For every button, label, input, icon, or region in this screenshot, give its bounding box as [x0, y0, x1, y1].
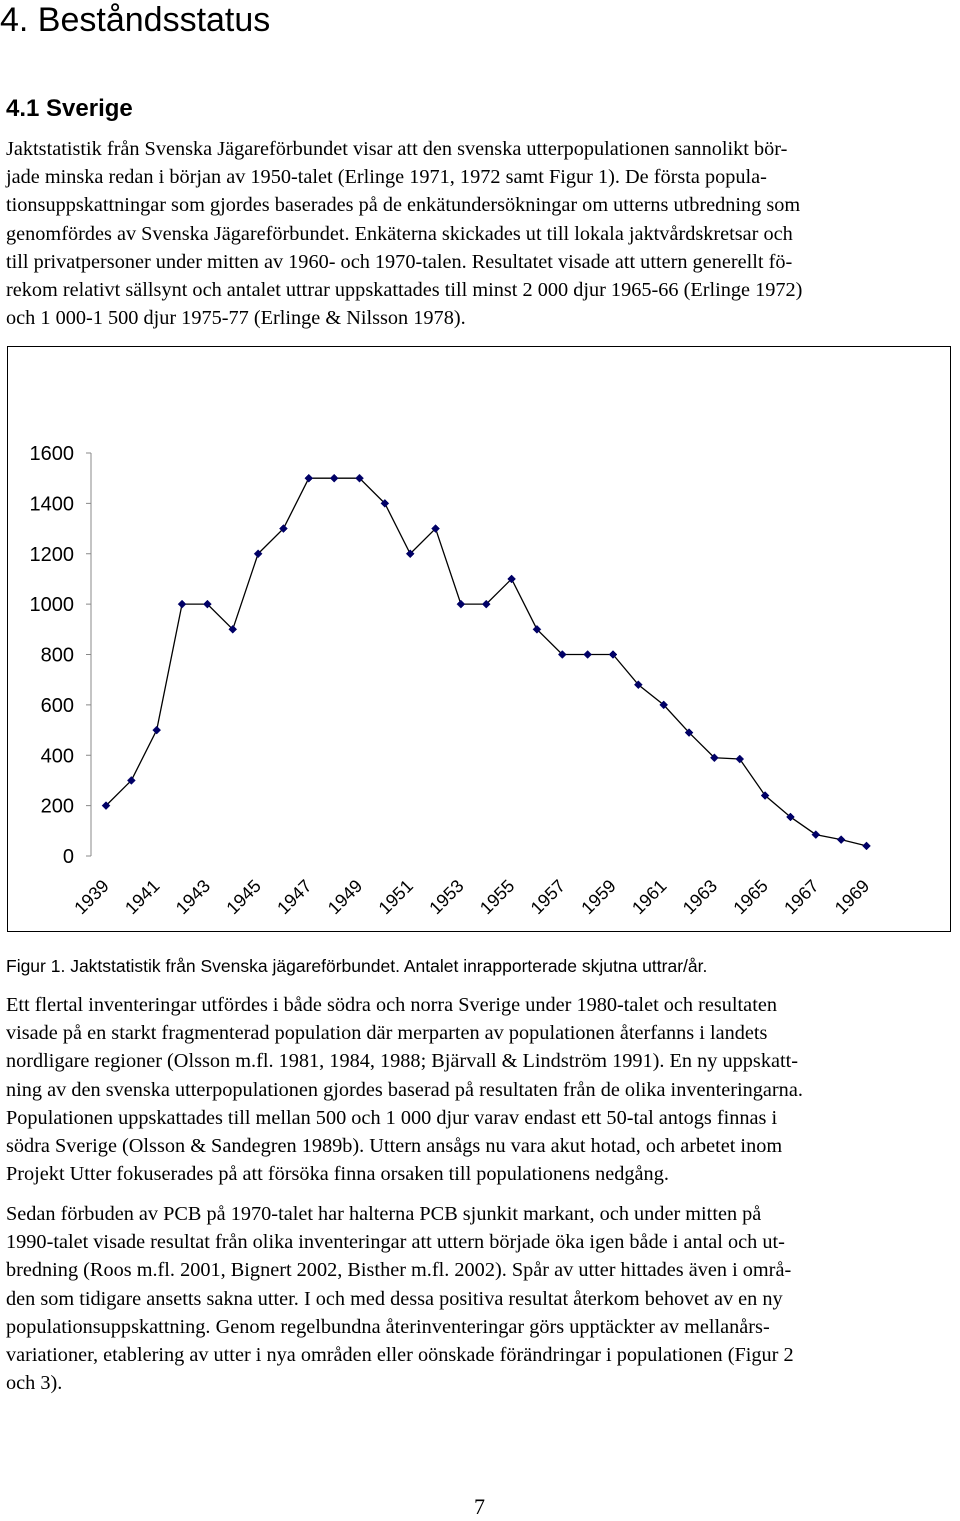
x-tick-label: 1967 [780, 875, 823, 919]
page-number: 7 [474, 1494, 485, 1519]
x-tick-label: 1941 [121, 875, 164, 919]
x-tick-label: 1939 [70, 875, 113, 919]
y-tick-label: 600 [40, 694, 74, 717]
paragraph-line: den som tidigare ansetts sakna utter. I och med dessa positiva resultat återkom behovet av en ny [6, 1287, 783, 1310]
x-tick-label: 1951 [374, 875, 418, 919]
data-point [330, 474, 338, 482]
data-point [584, 651, 592, 659]
y-tick-label: 400 [40, 745, 74, 768]
x-tick-label: 1945 [222, 875, 265, 919]
y-tick-label: 800 [40, 644, 74, 667]
line-chart [8, 347, 950, 931]
data-point [178, 600, 186, 608]
paragraph-line: ning av den svenska utterpopulationen gjordes baserad på resultaten från de olika inventeringarna. [6, 1078, 803, 1101]
paragraph-line: 1990-talet visade resultat från olika inventeringar att uttern började öka igen både i antal och ut- [6, 1231, 785, 1254]
paragraph-line: Projekt Utter fokuserades på att försöka finna orsaken till populationens nedgång. [6, 1163, 669, 1186]
y-tick-label: 1200 [29, 543, 74, 566]
paragraph-1 [6, 135, 954, 332]
paragraph-line: populationsuppskattning. Genom regelbundna återinventeringar görs upptäckter av mellanårs- [6, 1315, 770, 1338]
x-tick-label: 1949 [323, 875, 367, 919]
paragraph-line: visade på en starkt fragmenterad population där merparten av populationen återfanns i landets [6, 1022, 768, 1045]
x-tick-label: 1965 [729, 875, 772, 919]
section-heading: 4. Beståndsstatus [0, 1, 271, 39]
paragraph-line: Populationen uppskattades till mellan 500 och 1 000 djur varav endast ett 50-tal antogs finnas i [6, 1106, 778, 1129]
data-point [153, 726, 161, 734]
x-tick-label: 1943 [171, 875, 215, 919]
series-line [106, 478, 867, 846]
paragraph-line: Sedan förbuden av PCB på 1970-talet har halterna PCB sjunkit markant, och under mitten på [6, 1203, 762, 1225]
figure-caption: Figur 1. Jaktstatistik från Svenska jägareförbundet. Antalet inrapporterade skjutna uttrar/år. [6, 956, 708, 976]
data-point [863, 842, 871, 850]
x-tick-label: 1955 [475, 875, 519, 919]
paragraph-line: södra Sverige (Olsson & Sandegren 1989b). Uttern ansågs nu vara akut hotad, och arbetet inom [6, 1135, 783, 1158]
paragraph-line: tionsuppskattningar som gjordes baserades på de enkätundersökningar om utterns utbredning som [6, 194, 801, 217]
paragraph-line: genomfördes av Svenska Jägareförbundet. Enkäterna skickades ut till lokala jaktvårdskretsar och [6, 222, 793, 245]
data-point [736, 755, 744, 763]
x-tick-label: 1957 [526, 875, 570, 919]
data-point [305, 474, 313, 482]
paragraph-line: bredning (Roos m.fl. 2001, Bignert 2002, Bisther m.fl. 2002). Spår av utter hittades även i områ- [6, 1259, 792, 1282]
paragraph-line: nordligare regioner (Olsson m.fl. 1981, 1984, 1988; Bjärvall & Lindström 1991). En ny uppskatt- [6, 1050, 798, 1073]
y-tick-label: 200 [40, 795, 74, 818]
paragraph-line: Jaktstatistik från Svenska Jägareförbundet visar att den svenska utterpopulationen sannolikt bör- [6, 138, 788, 160]
x-tick-label: 1959 [577, 875, 620, 919]
paragraph-line: till privatpersoner under mitten av 1960- och 1970-talen. Resultatet visade att uttern generellt fö- [6, 250, 793, 273]
paragraph-line: och 3). [6, 1372, 63, 1395]
subsection-heading: 4.1 Sverige [6, 95, 133, 122]
paragraph-3 [6, 1200, 954, 1397]
data-point [812, 831, 820, 839]
paragraph-line: variationer, etablering av utter i nya områden eller oönskade förändringar i populationen (Figur 2 [6, 1344, 794, 1367]
x-tick-label: 1947 [273, 875, 316, 919]
paragraph-line: rekom relativt sällsynt och antalet uttrar uppskattades till minst 2 000 djur 1965-66 (Erlinge 1972) [6, 279, 803, 302]
x-tick-label: 1963 [678, 875, 722, 919]
y-tick-label: 1600 [29, 443, 74, 465]
y-tick-label: 1000 [29, 594, 74, 617]
figure-1-chart-frame [7, 346, 951, 932]
y-tick-label: 0 [62, 846, 74, 868]
x-tick-label: 1953 [425, 875, 468, 919]
paragraph-line: och 1 000-1 500 djur 1975-77 (Erlinge & Nilsson 1978). [6, 307, 466, 330]
x-tick-label: 1961 [628, 875, 671, 919]
y-tick-label: 1400 [29, 493, 74, 516]
paragraph-line: Ett flertal inventeringar utfördes i både södra och norra Sverige under 1980-talet och resultaten [6, 994, 777, 1016]
data-point [457, 600, 465, 608]
paragraph-2 [6, 991, 954, 1188]
paragraph-line: jade minska redan i början av 1950-talet (Erlinge 1971, 1972 samt Figur 1). De första popula- [6, 166, 767, 189]
data-point [837, 836, 845, 844]
x-tick-label: 1969 [830, 875, 874, 919]
